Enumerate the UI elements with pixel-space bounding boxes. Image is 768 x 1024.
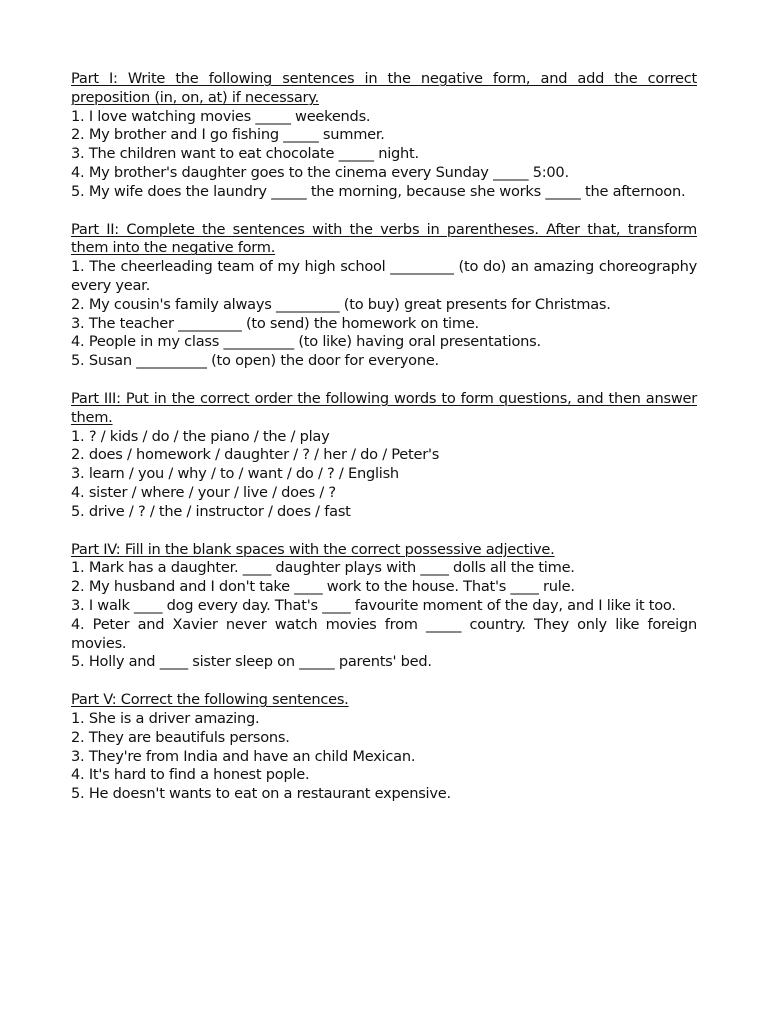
part-heading: Part III: Put in the correct order the following words to form questions, and then answer them. xyxy=(71,389,697,426)
exercise-item: 4. sister / where / your / live / does / ? xyxy=(71,483,336,501)
part-3 xyxy=(71,390,697,522)
part-4 xyxy=(71,541,697,673)
exercise-item: 1. ? / kids / do / the piano / the / play xyxy=(71,427,330,445)
exercise-item: 2. does / homework / daughter / ? / her / do / Peter's xyxy=(71,446,440,464)
part-1 xyxy=(71,70,697,202)
exercise-item: 3. learn / you / why / to / want / do / ? / English xyxy=(71,465,399,483)
exercise-item: 1. Mark has a daughter. ____ daughter plays with ____ dolls all the time. xyxy=(71,559,575,577)
part-5 xyxy=(71,691,697,804)
part-heading: Part II: Complete the sentences with the verbs in parentheses. After that, transform them into the negative form. xyxy=(71,220,697,257)
exercise-item: 5. My wife does the laundry _____ the morning, because she works _____ the afternoon. xyxy=(71,182,686,200)
exercise-item: 3. They're from India and have an child Mexican. xyxy=(71,747,416,765)
part-heading: Part I: Write the following sentences in the negative form, and add the correct preposition (in, on, at) if necessary. xyxy=(71,70,697,106)
exercise-item: 5. drive / ? / the / instructor / does / fast xyxy=(71,502,351,520)
exercise-item: 2. My husband and I don't take ____ work to the house. That's ____ rule. xyxy=(71,578,575,596)
exercise-item: 1. I love watching movies _____ weekends. xyxy=(71,107,371,125)
exercise-item: 2. My cousin's family always _________ (to buy) great presents for Christmas. xyxy=(71,295,611,313)
exercise-item: 3. I walk ____ dog every day. That's ____ favourite moment of the day, and I like it too. xyxy=(71,596,676,614)
exercise-item: 3. The children want to eat chocolate _____ night. xyxy=(71,145,419,163)
part-2 xyxy=(71,221,697,371)
exercise-item: 5. He doesn't wants to eat on a restaurant expensive. xyxy=(71,785,451,803)
exercise-item: 4. People in my class __________ (to like) having oral presentations. xyxy=(71,333,541,351)
exercise-item: 1. She is a driver amazing. xyxy=(71,709,260,727)
exercise-item: 1. The cheerleading team of my high school _________ (to do) an amazing choreography every year. xyxy=(71,258,697,294)
exercise-item: 2. My brother and I go fishing _____ summer. xyxy=(71,126,385,144)
exercise-item: 4. My brother's daughter goes to the cinema every Sunday _____ 5:00. xyxy=(71,163,569,181)
part-heading: Part V: Correct the following sentences. xyxy=(71,691,349,709)
exercise-item: 5. Holly and ____ sister sleep on _____ parents' bed. xyxy=(71,653,432,671)
exercise-item: 3. The teacher _________ (to send) the homework on time. xyxy=(71,314,479,332)
exercise-item: 5. Susan __________ (to open) the door for everyone. xyxy=(71,352,439,370)
exercise-item: 4. Peter and Xavier never watch movies from _____ country. They only like foreign movies. xyxy=(71,615,697,652)
exercise-item: 2. They are beautifuls persons. xyxy=(71,728,290,746)
exercise-item: 4. It's hard to find a honest pople. xyxy=(71,766,310,784)
part-heading: Part IV: Fill in the blank spaces with the correct possessive adjective. xyxy=(71,540,555,558)
